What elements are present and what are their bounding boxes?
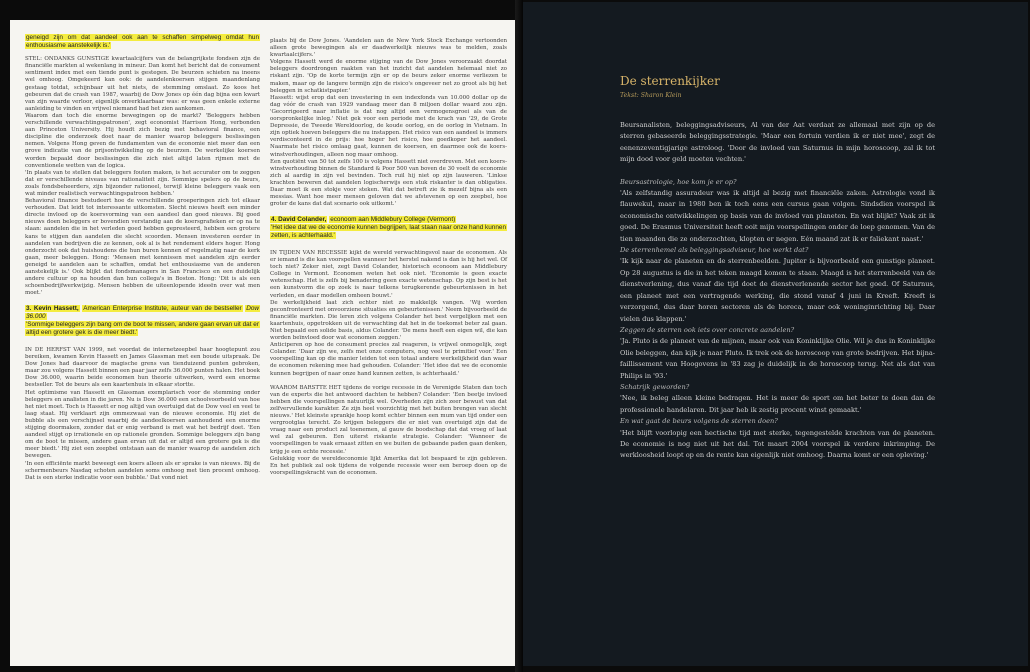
interview-answer: 'Het blijft voorlopig een hectische tijd met sterke, tegengestelde krachten van de planeten. De economie is nog niet uit het dal. Tot maart 2004 voorspel ik verdere inkrimping. De werkloosheid loopt op en de rente kan eigenlijk niet omhoog. Daarna komt er een opleving.' (620, 428, 935, 460)
body-paragraph: Volgens Hassett werd de enorme stijging van de Dow Jones veroorzaakt doordat beleggers doordrongen raakten van het inzicht dat aandelen helemaal niet zo riskant zijn. 'Op de korte termijn zijn er op de beurs zeker enorme verliezen te maken, maar op de langere termijn zijn de risico's ongeveer net zo groot als bij het beleggen in schatkistpapier.' (270, 59, 507, 94)
article-title: De sterrenkijker (620, 74, 720, 88)
interview-question: Beursastrologie, hoe kom je er op? (620, 177, 737, 186)
article-body (620, 120, 935, 462)
interview-answer: 'Ik kijk naar de planeten en de sterrenbeelden. Jupiter is bijvoorbeeld een gunstige planeet. Op 28 augustus is die in het teken maagd komen te staan. Maagd is het sterrenbeeld van de dienstverlening, dus vanaf die tijd doet de dienstverlenende sector het goed. Of Saturnus, een planeet met een vertragende werking, die stond vanaf 4 juni in Kreeft. Kreeft is verzorgend, dus daar horen sectoren als de horeca, maar ook woninginrichting bij. Daar vielen dus klappen.' (620, 257, 935, 323)
interview-answer: 'Ja. Pluto is de planeet van de mijnen, maar ook van Koninklijke Olie. Wil je dus in Koninklijke Olie beleggen, dan kijk je naar Pluto. Ik trek ook de horoscoop van grote bedrijven. Het bijna-faillissement van Hoogovens in '83 zag je duidelijk in de horoscoop terug. Net als dat van Philips in '93.' (620, 337, 935, 380)
body-paragraph: Een quotiënt van 50 tot zelfs 100 is volgens Hassett niet overdreven. Met een koers-winstverhouding binnen de Standard & Poor 500 van boven de 30 voelt de economie zich al aardig in zijn vel bevinden. Toch ruil hij niet op zijn lauweren. 'Linkse krachten beweren dat aandelen logischerwijs een stuk riskanter is dan obligaties. Daar moet ik een stokje voor steken. Wat dat betreft zie ik mezelf bijna als een messias. Want hoe meer mensen geloven dat we afstevenen op een zeepbel, hoe groter de kans dat dat scenario ook uitkomt.' (270, 158, 507, 208)
article-byline: Tekst: Sharon Klein (620, 92, 682, 99)
quote-affiliation: American Enterprise Institute, auteur van de bestseller (83, 305, 242, 313)
highlighted-quote-top: geneigd zijn om dat aandeel ook aan te schaffen simpelweg omdat hun enthousiasme aanstekelijk is.' (26, 34, 259, 50)
quote-book: Dow 36.000 (26, 305, 259, 321)
interview-answer: 'Als zelfstandig assuradeur was ik altijd al bezig met financiële zaken. Astrologie vond ik flauwekul, maar in 1980 ben ik toch eens een cursus gaan volgen. Sindsdien voorspel ik economische ontwikkelingen op basis van de invloed van planeten. En wat blijkt? Vaak zit ik goed. De Erasmus Universiteit heeft ooit mijn voorspellingen onder de loep genomen. Van de tien maanden die ze onderzochten, klopten er negen. Eén maand zat ik er faliekant naast.' (620, 189, 935, 243)
interview-question: Zeggen de sterren ook iets over concrete aandelen? (620, 325, 795, 334)
body-paragraph: Gelukkig voor de wereldeconomie lijkt Amerika dat lot bespaard te zijn gebleven. En het publiek zal ook tijdens de volgende recessie weer een beroep doen op de voorspellingskracht van de economen. (270, 455, 507, 476)
quote-name: 4. David Colander, (271, 216, 327, 224)
interview-question: En wat gaat de beurs volgens de sterren doen? (620, 417, 778, 426)
body-paragraph: De werkelijkheid laat zich echter niet zo makkelijk vangen. 'Wij worden geconfronteerd met onvoorziene situaties en gebeurtenissen.' Neem bijvoorbeeld de financiële markten. Die leren zich volgens Colander het best vergelijken met een kaartenhuis, opgetrokken uit de verwachting dat het in de toekomst beter zal gaan. Niet bepaald een solide basis, aldus Colander. 'De mens heeft een eigen wil, die kan worden beïnvloed door wat economen zeggen.' (270, 299, 507, 342)
body-paragraph: Waarom dan toch die enorme bewegingen op de markt? 'Beleggers hebben verschillende verwachtingspatronen', zegt economist Harrison Hong, verbonden aan Princeton University. Hij houdt zich bezig met behavioral finance, een discipline die onderzoek doet naar de manier waarop beleggers beslissingen nemen. Volgens Hong geven de fundamenten van de economie niet meer dan een grove indicatie van de prijsontwikkeling op de beurzen. De werkelijke koersen worden bepaald door beslissingen die zich niet altijd laten rijmen met de conventionele wetten van de logica. (25, 112, 260, 169)
body-paragraph: Hassett: wijst erop dat een investering in een indexfonds van 10.000 dollar op de dag vóór de crash van 1929 vandaag meer dan 8 miljoen dollar waard zou zijn. 'Gecorrigeerd naar inflatie is dat nog altijd een vermogensgroei als van de oorspronkelijke inleg.' Niet gek voor een periode met de krach van '29, de Grote Depressie, de Tweede Wereldoorlog, de koude oorlog, en de oorlog in Vietnam. In zijn optiek hoeven beleggers die nu instappen. Het risico van een aandeel is immers verdisconteerd in de prijs: hoe hoger het risico, hoe goedkoper het aandeel. Naarmate het risico omlaag gaat, kunnen de koersen, en daarmee ook de koers-winstverhoudingen, alleen nog maar omhoog. (270, 94, 507, 158)
quote-text: 'Het idee dat we de economie kunnen begrijpen, laat staan naar onze hand kunnen zetten, is achterhaald.' (271, 224, 507, 240)
body-paragraph: IN DE HERFST VAN 1999, net voordat de internetzeepbel haar hoogtepunt zou bereiken, kwamen Kevin Hassett en James Glassman met een boude uitspraak. De Dow Jones had daarvoor de magische grens van tienduizend punten gebroken, maar zou volgens Hassett binnen een paar jaar zelfs 36.000 punten halen. Het boek Dow 36.000, waarin beide economen hun theorie uitwerken, werd een enorme bestseller. Tot de beurs als een kaartenhuis in elkaar stortte. (25, 347, 260, 389)
right-page (523, 2, 1028, 666)
left-column-2 (270, 38, 507, 477)
quote-block-hassett (25, 305, 260, 337)
body-paragraph: Behavioral finance bestudeert hoe de verschillende groeperingen zich tot elkaar verhouden. Dat leidt tot interessante uitkomsten. Slecht nieuws heeft een minder directe invloed op de koersvorming van een aandeel dan goed nieuws. Bij goed nieuws doen beleggers er bovendien verstandig aan de koersgrafieken er op na te slaan: aandelen die in het verleden goed hebben gepresteerd, hebben een grotere kans te stijgen dan aandelen die slecht scoorden. Mensen investeren eerder in aandelen van bedrijven die ze kennen, ook al is het rendement elders hoger. Hong onderzocht ook dat huishoudens die hun buren kennen of regelmatig naar de kerk gaan, meer beleggen. Hong: 'Mensen met kennissen met aandelen zijn eerder geneigd te aandelen aan te schaffen, omdat het enthousiasme van de anderen aanstekelijk is.' Ook blijkt dat fondsmanagers in San Francisco en een duidelijk andere cultuur op na houden dan hun collega's in Boston. Hong: 'Dit is als een schoenbedrijfwerkwijzig. Mensen hebben de uiteenlopende ideeën over wat men moet.' (25, 198, 260, 297)
left-page (10, 20, 515, 666)
body-paragraph: STEL: ONDANKS GUNSTIGE kwartaalcijfers van de belangrijkste fondsen zijn de financiële markten al wekenlang in mineur. Dan komt het bericht dat de consument sentiment index met een tiende punt is gestegen. De beurzen schieten na ineens wel omhoog. Omgekeerd kan ook: de aandelenkoersen stijgen maandenlang gestaag totdat, schijnbaar uit het niets, de stemming omslaat. Zo koos het gebeuren dat de crash van 1987, waarbij de Dow Jones op één dag bijna een kwart van zijn waarde verloor, eigenlijk onverklaarbaar was: er was geen enkele externe aanleiding te vinden en vrijwel niemand had het zien aankomen. (25, 56, 260, 112)
interview-question: Schatrijk geworden? (620, 382, 690, 391)
quote-affiliation: econoom aan Middlebury College (Vermont) (330, 216, 456, 224)
body-paragraph: 'In plaats van te stellen dat beleggers fouten maken, is het accurater om te zeggen dat er verschillende niveaus van rationaliteit zijn. Sommige spelers op de beurs, zoals fondsbeheerders, zijn bijzonder rationeel, terwijl kleine beleggers vaak een wat minder realistisch verwachtingspatroon hebben.' (25, 169, 260, 197)
book-gutter (515, 0, 523, 672)
body-paragraph: Anticiperen op hoe de consument precies zal reageren, is vrijwel onmogelijk, zegt Colander. 'Daar zijn we, zelfs met onze computers, nog veel te primitief voor.' Een voorspelling kan op die manier leiden tot een totaal andere werkelijkheid dan waar de economen rekening mee had gehouden. Colander: 'Het idee dat we de economie kunnen begrijpen of naar onze hand kunnen zetten, is achterhaald.' (270, 342, 507, 377)
quote-text: 'Sommige beleggers zijn bang om de boot te missen, andere gaan ervan uit dat er altijd een grotere gek is die meer biedt.' (26, 321, 259, 337)
body-paragraph: WAAROM BARSTTE HET tijdens de vorige recessie in de Verenigde Staten dan toch van de experts die het antwoord dachten te hebben? Colander: 'Een beetje invloed hebben die voorspellingen natuurlijk wel. Overheden zijn zich zeer bewust van dat zelfvervullende karakter. Ze zijn heel voorzichtig met het buiten brengen van slecht nieuws.' Het kleinste sprankje hoop komt echter binnen een mum van tijd onder een vergrootglas terecht. Zo krijgen beleggers die er niet van overtuigd zijn dat de vraag naar een product zal toenemen, al gauw de boodschap dat dat vroeg of laat wel zal gebeuren. Een uiterst riskante strategie. Colander: 'Wanneer de voorspellingen te vaak ernaast zitten en we buiten de gebaande paden gaan denken, krijg je een echte recessie.' (270, 384, 507, 455)
interview-question: De sterrenhemel als beleggingsadviseur, hoe werkt dat? (620, 246, 809, 255)
left-column-1 (25, 34, 260, 482)
body-paragraph: IN TIJDEN VAN RECESSIE kijkt de wereld verwachtingsvol naar de economen. Als er iemand is die kan voorspellen wanneer het herstel nakend is dan is hij het wel. Of toch niet? Zeker niet, zegt David Colander, historisch econoom aan Middlebury College in Vermont. Economen weten het ook niet. 'Economie is geen exacte wetenschap. Het is zelfs bij benadering geen exacte wetenschap. Op zijn best is het een kunstvorm die op zoek is naar telkens terugkerende gebeurtenissen in het verleden, en daar modellen omheen bouwt.' (270, 249, 507, 299)
quote-block-colander (270, 216, 507, 240)
article-intro: Beursanalisten, beleggingsadviseurs, Al van der Aat verdaat ze allemaal met zijn op de sterren gebaseerde beleggingsstrategie. 'Maar een fortuin verdien ik er niet mee', zegt de eenenzeventigjarige astroloog. 'Door de invloed van Saturnus in mijn horoscoop, zal ik tot mijn dood voor geld moeten vechten.' (620, 121, 935, 164)
body-paragraph: Het optimisme van Hassett en Glassman exemplarisch voor de stemming onder beleggers en analisten in die jaren. Nu is Dow 36.000 een schoolvoorbeeld van hoe het niet moet. Toch is Hassett er nog altijd van overtuigd dat de Dow veel en veel te laag staat. Hij verklaart zijn ommezwaai van de nieuwe economie. Hij ziet de bubble als een verschijnsel waarbij de aandeelkoersen aanhoudend een enorme stijging doormaken, zonder dat er enig verband is met wat het bedrijf doet. 'Een aandeel stijgt op irrationele en op rationele gronden. Sommige beleggers zijn bang om de boot te missen, andere gaan ervan uit dat er altijd een grotere gek is die meer biedt.' Hij ziet een zeepbel ontstaan aan de manier waarop de aandelen zich bewegen. (25, 389, 260, 460)
body-paragraph: 'In een efficiënte markt beweegt een koers alleen als er sprake is van nieuws. Bij de schermenbeurs Nasdaq schoten aandelen soms omhoog met tien procent omhoog. Dat is een sterke indicatie voor een bubble.' Dat vond niet (25, 460, 260, 481)
interview-answer: 'Nee, ik beleg alleen kleine bedragen. Het is meer de sport om het beter te doen dan de professionele handelaren. Dit jaar heb ik zestig procent winst gemaakt.' (620, 394, 935, 414)
body-paragraph: plaats bij de Dow Jones. 'Aandelen aan de New York Stock Exchange vertoonden alleen grote bewegingen als er daadwerkelijk nieuws was te melden, zoals kwartaalcijfers.' (270, 38, 507, 59)
quote-name: 3. Kevin Hassett, (26, 305, 79, 313)
